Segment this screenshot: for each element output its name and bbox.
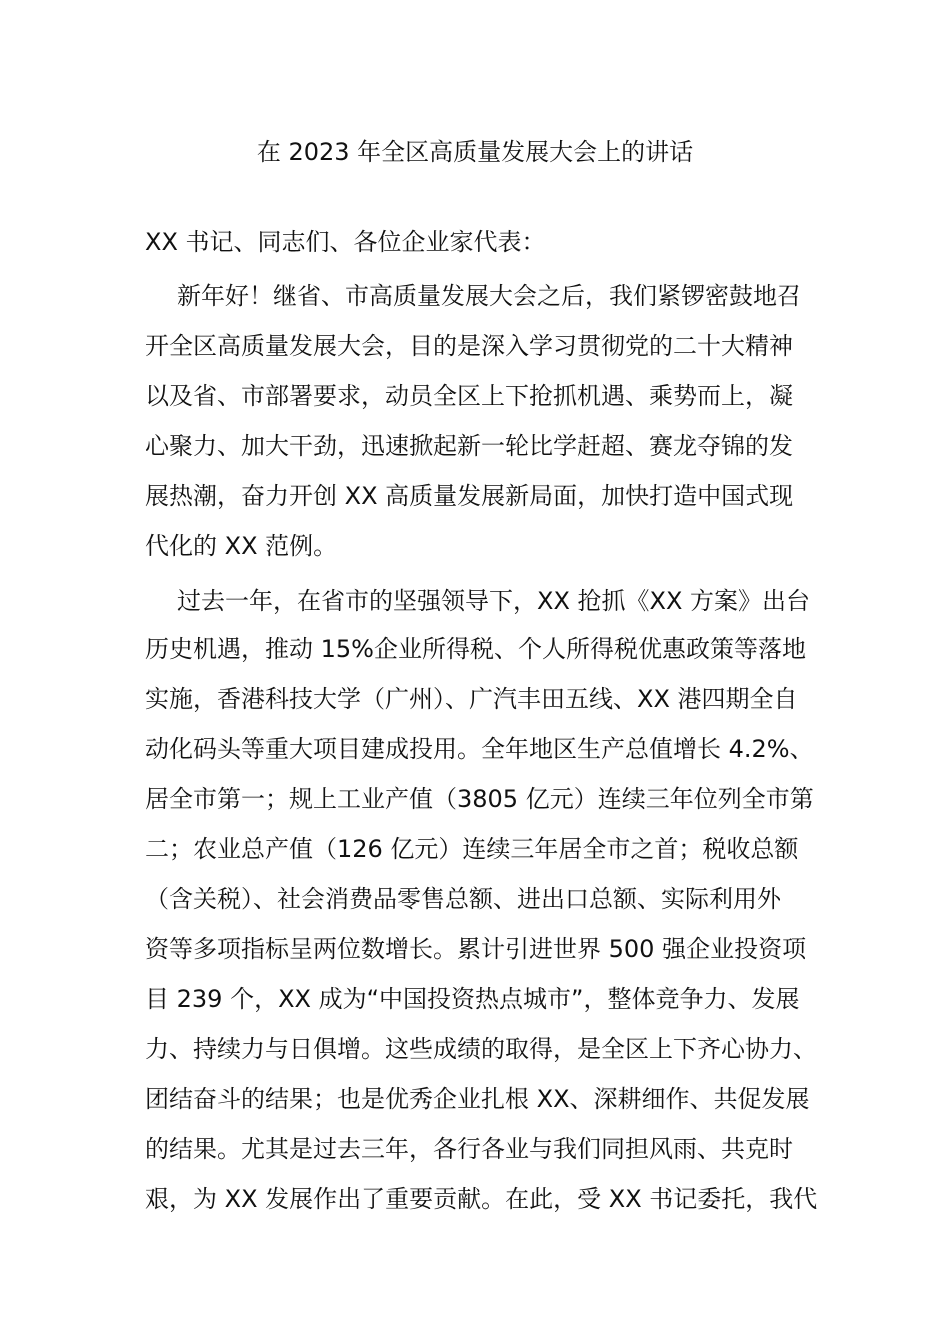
paragraph-2-line-6: 二；农业总产值（126 亿元）连续三年居全市之首；税收总额 [145, 835, 799, 863]
paragraph-2-line-7: （含关税）、社会消费品零售总额、进出口总额、实际利用外 [145, 885, 781, 913]
paragraph-1-line-1: 新年好！继省、市高质量发展大会之后，我们紧锣密鼓地召 [177, 282, 801, 310]
paragraph-2-line-3: 实施，香港科技大学（广州）、广汽丰田五线、XX 港四期全自 [145, 685, 798, 713]
paragraph-2-line-8: 资等多项指标呈两位数增长。累计引进世界 500 强企业投资项 [145, 935, 807, 963]
paragraph-2-line-4: 动化码头等重大项目建成投用。全年地区生产总值增长 4.2%、 [145, 735, 814, 763]
paragraph-1-line-2: 开全区高质量发展大会，目的是深入学习贯彻党的二十大精神 [145, 332, 793, 360]
paragraph-1-line-3: 以及省、市部署要求，动员全区上下抢抓机遇、乘势而上，凝 [145, 382, 793, 410]
paragraph-1-line-6: 代化的 XX 范例。 [145, 532, 338, 560]
paragraph-2-line-1: 过去一年，在省市的坚强领导下，XX 抢抓《XX 方案》出台 [177, 587, 811, 615]
paragraph-2-line-10: 力、持续力与日俱增。这些成绩的取得，是全区上下齐心协力、 [145, 1035, 817, 1063]
paragraph-2-line-9: 目 239 个，XX 成为“中国投资热点城市”，整体竞争力、发展 [145, 985, 800, 1013]
paragraph-2-line-5: 居全市第一；规上工业产值（3805 亿元）连续三年位列全市第 [145, 785, 814, 813]
salutation: XX 书记、同志们、各位企业家代表： [145, 228, 546, 256]
paragraph-2-line-2: 历史机遇，推动 15%企业所得税、个人所得税优惠政策等落地 [145, 635, 806, 663]
paragraph-2-line-12: 的结果。尤其是过去三年，各行各业与我们同担风雨、共克时 [145, 1135, 793, 1163]
paragraph-1-line-5: 展热潮，奋力开创 XX 高质量发展新局面，加快打造中国式现 [145, 482, 794, 510]
document-title: 在 2023 年全区高质量发展大会上的讲话 [256, 138, 694, 166]
paragraph-2-line-11: 团结奋斗的结果；也是优秀企业扎根 XX、深耕细作、共促发展 [145, 1085, 810, 1113]
paragraph-1-line-4: 心聚力、加大干劲，迅速掀起新一轮比学赶超、赛龙夺锦的发 [145, 432, 793, 460]
paragraph-2-line-13: 艰，为 XX 发展作出了重要贡献。在此，受 XX 书记委托，我代 [145, 1185, 818, 1213]
